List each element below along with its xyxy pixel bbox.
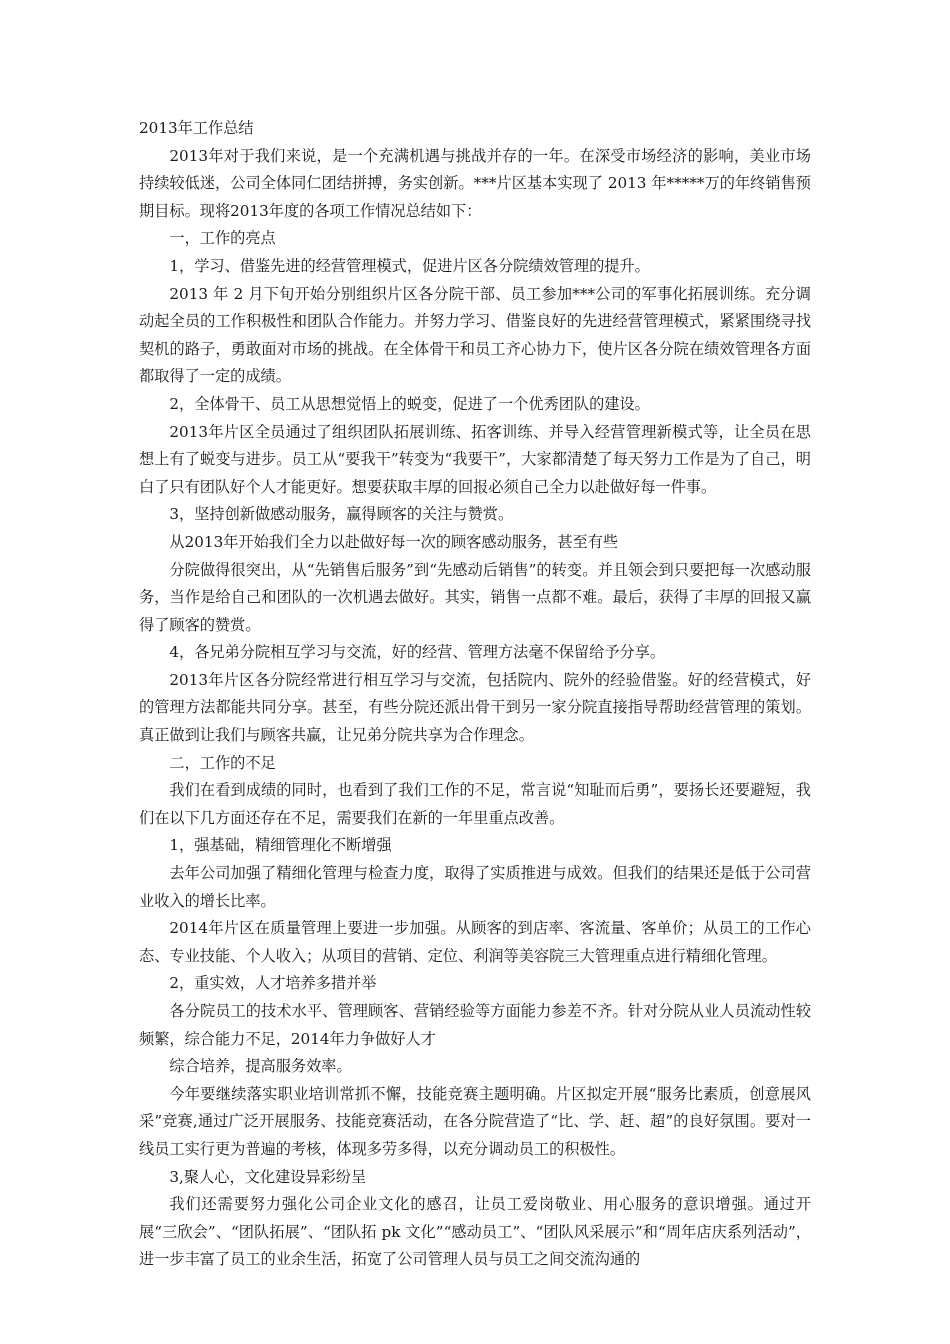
paragraph: 2013年片区各分院经常进行相互学习与交流，包括院内、院外的经验借鉴。好的经营模式，好的管理方法都能共同分享。甚至，有些分院还派出骨干到另一家分院直接指导帮助经营管理的策划。真正做到让我们与顾客共赢，让兄弟分院共享为合作理念。: [139, 670, 811, 745]
paragraph: 4，各兄弟分院相互学习与交流，好的经营、管理方法毫不保留给予分享。: [169, 643, 666, 662]
paragraph: 今年要继续落实职业培训常抓不懈，技能竞赛主题明确。片区拟定开展“服务比素质，创意展风采”竞赛,通过广泛开展服务、技能竞赛活动，在各分院营造了“比、学、赶、超”的良好氛围。要对一线员工实行更为普遍的考核，体现多劳多得，以充分调动员工的积极性。: [139, 1084, 811, 1158]
paragraph: 2013 年 2 月下旬开始分别组织片区各分院干部、员工参加***公司的军事化拓展训练。充分调动起全员的工作积极性和团队合作能力。并努力学习、借鉴良好的先进经营管理模式，紧紧围绕寻找契机的路子，勇敢面对市场的挑战。在全体骨干和员工齐心协力下，使片区各分院在绩效管理各方面都取得了一定的成绩。: [139, 284, 811, 386]
paragraph: 2，重实效，人才培养多措并举: [169, 974, 377, 993]
paragraph: 一，工作的亮点: [169, 229, 276, 248]
paragraph: 我们在看到成绩的同时，也看到了我们工作的不足，常言说“知耻而后勇”，要扬长还要避短，我们在以下几方面还存在不足，需要我们在新的一年里重点改善。: [139, 781, 811, 827]
paragraph: 1，强基础，精细管理化不断增强: [169, 836, 392, 855]
paragraph: 3,聚人心，文化建设异彩纷呈: [169, 1167, 367, 1186]
paragraph: 综合培养，提高服务效率。: [169, 1057, 352, 1076]
paragraph: 1，学习、借鉴先进的经营管理模式，促进片区各分院绩效管理的提升。: [169, 256, 650, 275]
paragraph: 各分院员工的技术水平、管理顾客、营销经验等方面能力参差不齐。针对分院从业人员流动性较频繁，综合能力不足，2014年力争做好人才: [139, 1002, 811, 1048]
paragraph: 2013年对于我们来说，是一个充满机遇与挑战并存的一年。在深受市场经济的影响，美业市场持续较低迷，公司全体同仁团结拼搏，务实创新。***片区基本实现了 2013 年*****万的年终销售预期目标。现将2013年度的各项工作情况总结如下：: [139, 146, 811, 220]
document-page: [139, 115, 811, 1274]
paragraph: 分院做得很突出，从“先销售后服务”到“先感动后销售”的转变。并且领会到只要把每一次感动服务，当作是给自己和团队的一次机遇去做好。其实，销售一点都不难。最后，获得了丰厚的回报又赢得了顾客的赞赏。: [139, 560, 811, 634]
paragraph: 我们还需要努力强化公司企业文化的感召，让员工爱岗敬业、用心服务的意识增强。通过开展“三欣会”、“团队拓展”、“团队拓 pk 文化”“感动员工”、“团队风采展示”和“周年店庆系列活动”，进一步丰富了员工的业余生活，拓宽了公司管理人员与员工之间交流沟通的: [139, 1195, 811, 1269]
paragraph: 去年公司加强了精细化管理与检查力度，取得了实质推进与成效。但我们的结果还是低于公司营业收入的增长比率。: [139, 864, 811, 910]
paragraph: 2013年片区全员通过了组织团队拓展训练、拓客训练、并导入经营管理新模式等，让全员在思想上有了蜕变与进步。员工从“要我干”转变为“我要干”，大家都清楚了每天努力工作是为了自己，明白了只有团队好个人才能更好。想要获取丰厚的回报必须自己全力以赴做好每一件事。: [139, 422, 811, 496]
paragraph: 3，坚持创新做感动服务，赢得顾客的关注与赞赏。: [169, 505, 514, 524]
document-body: [139, 143, 811, 1274]
paragraph: 从2013年开始我们全力以赴做好每一次的顾客感动服务，甚至有些: [169, 532, 619, 551]
paragraph: 二，工作的不足: [169, 753, 276, 772]
paragraph: 2，全体骨干、员工从思想觉悟上的蜕变，促进了一个优秀团队的建设。: [169, 394, 650, 413]
paragraph: 2014年片区在质量管理上要进一步加强。从顾客的到店率、客流量、客单价；从员工的工作心态、专业技能、个人收入；从项目的营销、定位、利润等美容院三大管理重点进行精细化管理。: [139, 919, 811, 965]
document-title: 2013年工作总结: [139, 119, 254, 137]
